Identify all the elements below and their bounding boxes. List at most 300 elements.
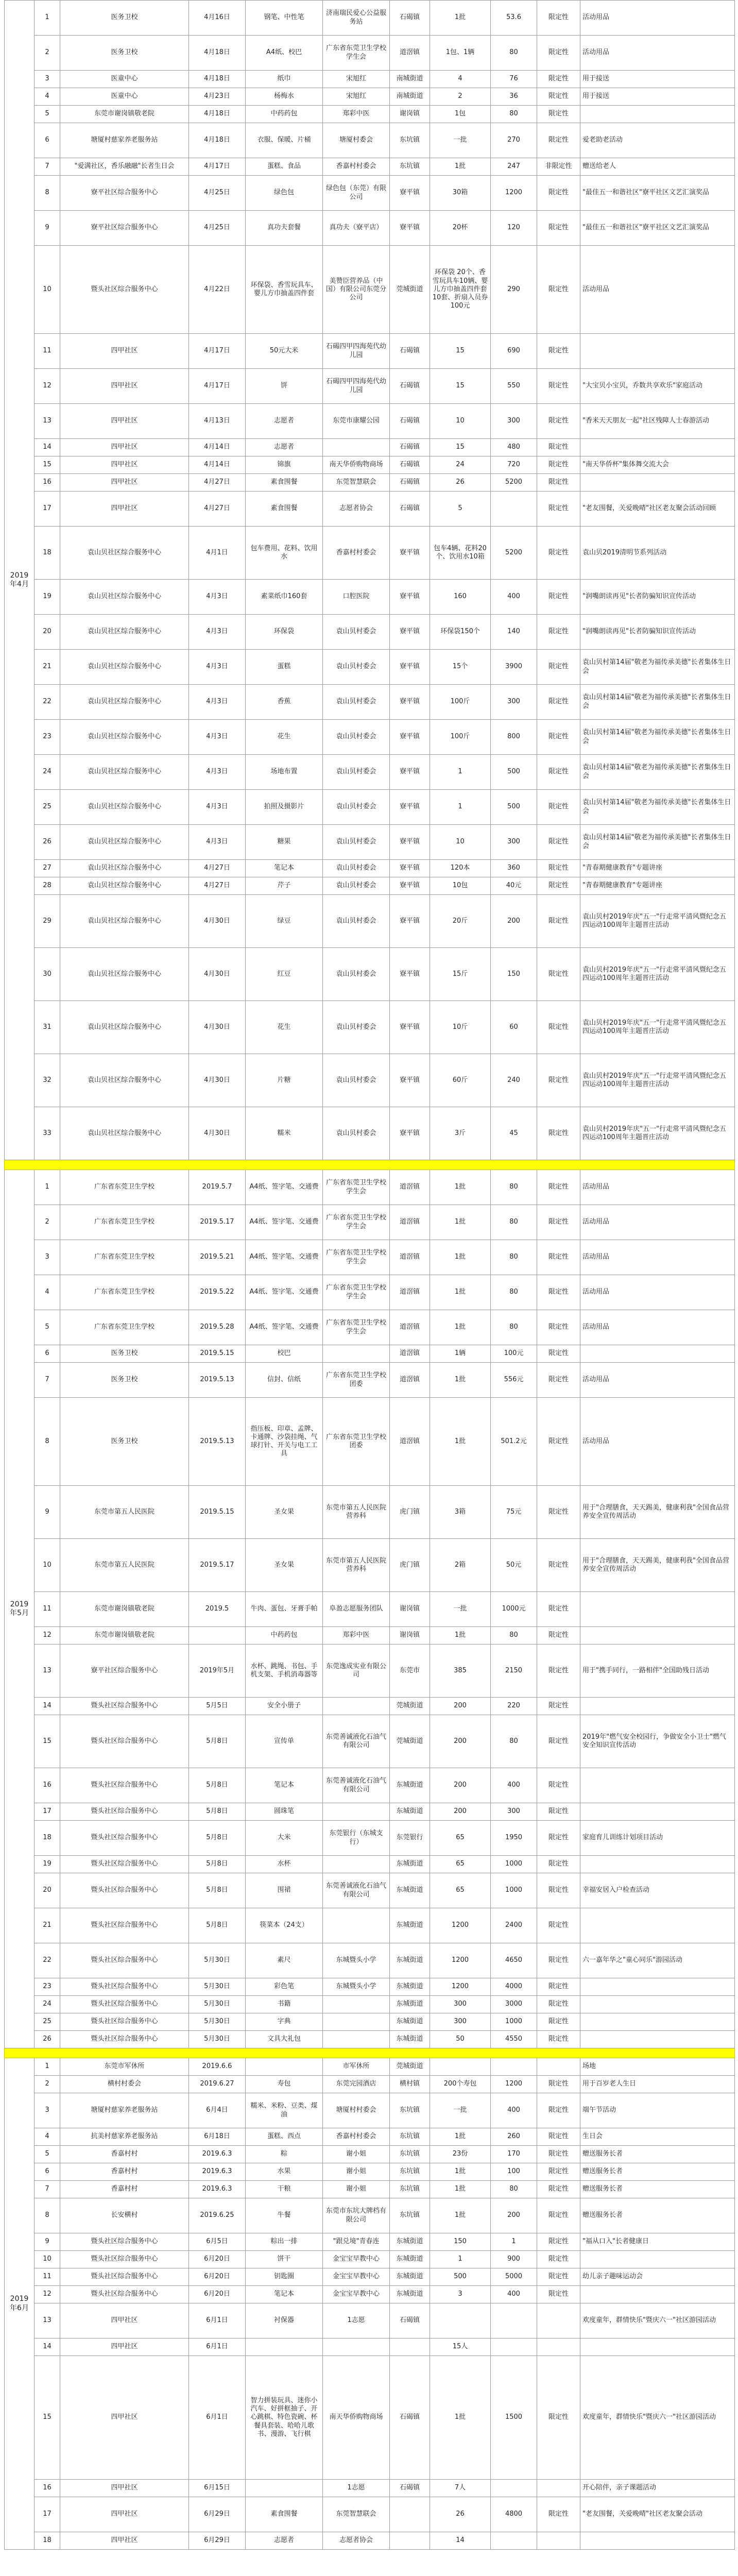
row-number-cell: 24	[35, 755, 60, 790]
town-cell: 莞城街道	[390, 1698, 430, 1715]
recipient-unit-cell: 广东省东莞卫生学校	[60, 1205, 189, 1240]
row-number-cell: 9	[35, 1486, 60, 1539]
restriction-type-cell: 限定性	[537, 1486, 580, 1539]
recipient-unit-cell: 香嘉村村	[60, 2146, 189, 2163]
donor-cell: 袁山贝村委会	[323, 790, 390, 825]
town-cell: 东城街道	[390, 2251, 430, 2268]
town-cell	[390, 2497, 430, 2532]
restriction-type-cell: 限定性	[537, 1803, 580, 1821]
quantity-cell: 1辆	[430, 1345, 491, 1363]
quantity-cell: 1批	[430, 1310, 491, 1345]
table-row	[5, 877, 735, 895]
row-number-cell: 10	[35, 1539, 60, 1592]
amount-cell: 150	[491, 948, 537, 1001]
donated-items-cell: 圣女果	[246, 1486, 323, 1539]
recipient-unit-cell: 袁山贝社区综合服务中心	[60, 825, 189, 860]
quantity-cell: 1	[430, 790, 491, 825]
donation-rows	[5, 1, 735, 2550]
donation-date-cell: 6月29日	[189, 2532, 246, 2550]
amount-cell: 300	[491, 685, 537, 720]
row-number-cell: 17	[35, 2497, 60, 2532]
recipient-unit-cell: 东莞市第五人民医院	[60, 1539, 189, 1592]
amount-cell: 1000	[491, 1873, 537, 1908]
donated-items-cell: 素食围餐	[246, 492, 323, 527]
quantity-cell: 10包	[430, 877, 491, 895]
town-cell: 石碣镇	[390, 2303, 430, 2338]
donation-date-cell: 4月16日	[189, 1, 246, 36]
donor-cell	[323, 1698, 390, 1715]
amount-cell: 36	[491, 88, 537, 106]
donor-cell: 石碣四甲四海苑代幼儿园	[323, 334, 390, 369]
donation-date-cell: 4月27日	[189, 492, 246, 527]
donation-date-cell: 4月1日	[189, 527, 246, 580]
table-row	[5, 71, 735, 88]
recipient-unit-cell: 袁山贝社区综合服务中心	[60, 650, 189, 685]
quantity-cell: 160	[430, 580, 491, 615]
donated-items-cell	[246, 2480, 323, 2497]
town-cell: 寮平镇	[390, 895, 430, 948]
recipient-unit-cell: "爱满社区，香乐融融"长者生日会	[60, 158, 189, 176]
donated-items-cell: 中药药包	[246, 1627, 323, 1645]
amount-cell: 50元	[491, 1539, 537, 1592]
quantity-cell: 15人	[430, 2338, 491, 2356]
quantity-cell: 23份	[430, 2146, 491, 2163]
town-cell	[390, 2532, 430, 2550]
quantity-cell: 1包	[430, 106, 491, 123]
row-number-cell: 12	[35, 369, 60, 404]
donor-cell: "跟兑境"青春连	[323, 2233, 390, 2251]
recipient-unit-cell: 四甲社区	[60, 2480, 189, 2497]
restriction-type-cell: 限定性	[537, 1345, 580, 1363]
quantity-cell: 500	[430, 2268, 491, 2286]
amount-cell: 100	[491, 2163, 537, 2181]
amount-cell: 120	[491, 211, 537, 246]
row-number-cell: 13	[35, 404, 60, 439]
table-row	[5, 158, 735, 176]
table-row	[5, 720, 735, 755]
table-row	[5, 404, 735, 439]
restriction-type-cell: 限定性	[537, 1592, 580, 1627]
quantity-cell: 7人	[430, 2480, 491, 2497]
quantity-cell: 1批	[430, 1398, 491, 1486]
quantity-cell: 一批	[430, 123, 491, 158]
row-number-cell: 28	[35, 877, 60, 895]
table-row	[5, 2251, 735, 2268]
amount-cell	[491, 492, 537, 527]
quantity-cell: 100斤	[430, 720, 491, 755]
recipient-unit-cell: 暨头社区综合服务中心	[60, 1803, 189, 1821]
purpose-cell	[580, 1345, 735, 1363]
purpose-cell	[580, 334, 735, 369]
table-row	[5, 123, 735, 158]
row-number-cell: 11	[35, 2268, 60, 2286]
table-row	[5, 369, 735, 404]
purpose-cell: 袁山贝2019清明节系列活动	[580, 527, 735, 580]
row-number-cell: 22	[35, 685, 60, 720]
row-number-cell: 21	[35, 1908, 60, 1943]
purpose-cell: 幼儿亲子趣味运动会	[580, 2268, 735, 2286]
town-cell: 寮平镇	[390, 720, 430, 755]
town-cell: 道滘镇	[390, 1310, 430, 1345]
amount-cell: 4550	[491, 2031, 537, 2048]
recipient-unit-cell: 抗美村慈家养老服务站	[60, 2128, 189, 2146]
restriction-type-cell: 限定性	[537, 404, 580, 439]
donation-date-cell: 5月8日	[189, 1873, 246, 1908]
table-row	[5, 2076, 735, 2093]
donor-cell: 谢小姐	[323, 2146, 390, 2163]
restriction-type-cell: 限定性	[537, 1768, 580, 1803]
donation-date-cell: 5月8日	[189, 1856, 246, 1873]
donated-items-cell: 杨梅水	[246, 88, 323, 106]
donor-cell	[323, 439, 390, 456]
donor-cell	[323, 2031, 390, 2048]
donated-items-cell: 衣服、保暖、片桶	[246, 123, 323, 158]
purpose-cell	[580, 2013, 735, 2031]
table-row	[5, 2058, 735, 2076]
donor-cell: 东莞市第五人民医院营养科	[323, 1539, 390, 1592]
row-number-cell: 27	[35, 860, 60, 877]
donated-items-cell: 安全小册子	[246, 1698, 323, 1715]
donated-items-cell: 糯米	[246, 1107, 323, 1160]
row-number-cell: 8	[35, 1398, 60, 1486]
town-cell: 南城街道	[390, 88, 430, 106]
recipient-unit-cell: 广东省东莞卫生学校	[60, 1170, 189, 1205]
donor-cell: 谢小姐	[323, 2163, 390, 2181]
amount-cell: 80	[491, 2181, 537, 2198]
donated-items-cell: A4纸、签字笔、交通费	[246, 1240, 323, 1275]
restriction-type-cell: 限定性	[537, 650, 580, 685]
donation-date-cell: 2019.6.3	[189, 2181, 246, 2198]
table-row	[5, 1539, 735, 1592]
donor-cell: 袁山贝村委会	[323, 685, 390, 720]
table-row	[5, 1768, 735, 1803]
donated-items-cell: 圣女果	[246, 1539, 323, 1592]
recipient-unit-cell: 暨头社区综合服务中心	[60, 1996, 189, 2013]
town-cell: 东城街道	[390, 2286, 430, 2303]
recipient-unit-cell: 袁山贝社区综合服务中心	[60, 860, 189, 877]
table-row	[5, 2198, 735, 2233]
restriction-type-cell	[537, 2058, 580, 2076]
quantity-cell: 60斤	[430, 1054, 491, 1107]
amount-cell: 200	[491, 895, 537, 948]
quantity-cell: 300	[430, 2013, 491, 2031]
donor-cell: 志愿者协会	[323, 492, 390, 527]
table-row	[5, 1398, 735, 1486]
row-number-cell: 20	[35, 1873, 60, 1908]
restriction-type-cell	[537, 2480, 580, 2497]
recipient-unit-cell: 袁山贝社区综合服务中心	[60, 895, 189, 948]
donated-items-cell: 片糖	[246, 1054, 323, 1107]
town-cell: 横村镇	[390, 2076, 430, 2093]
donated-items-cell: A4纸、签字笔、交通费	[246, 1275, 323, 1310]
purpose-cell: "老友围餐，关爱晚晴"社区老友聚会活动回顾	[580, 492, 735, 527]
table-row	[5, 1592, 735, 1627]
recipient-unit-cell: 东莞市谢岗镇敬老院	[60, 1592, 189, 1627]
town-cell: 莞城街道	[390, 246, 430, 334]
town-cell: 石碣镇	[390, 474, 430, 492]
quantity-cell: 150	[430, 2233, 491, 2251]
donor-cell: 济南瑞民爱心公益服务站	[323, 1, 390, 36]
amount-cell: 80	[491, 1240, 537, 1275]
quantity-cell: 1批	[430, 1240, 491, 1275]
amount-cell: 260	[491, 2128, 537, 2146]
purpose-cell	[580, 1592, 735, 1627]
quantity-cell: 200	[430, 1715, 491, 1768]
donated-items-cell: 饼干	[246, 2251, 323, 2268]
recipient-unit-cell: 暨头社区综合服务中心	[60, 2268, 189, 2286]
town-cell: 东城街道	[390, 2268, 430, 2286]
purpose-cell: 用于百岁老人生日	[580, 2076, 735, 2093]
donated-items-cell: 志愿者	[246, 404, 323, 439]
row-number-cell: 24	[35, 1996, 60, 2013]
restriction-type-cell: 限定性	[537, 211, 580, 246]
table-row	[5, 1275, 735, 1310]
purpose-cell: 赠送服务长者	[580, 2146, 735, 2163]
recipient-unit-cell: 袁山贝社区综合服务中心	[60, 790, 189, 825]
donation-table	[4, 0, 735, 2550]
town-cell: 石碣镇	[390, 2356, 430, 2480]
town-cell: 道滘镇	[390, 1170, 430, 1205]
donor-cell	[323, 1996, 390, 2013]
purpose-cell: 袁山贝村2019年庆"五一"行走常平清风暨纪念五四运动100周年主题晋庄活动	[580, 948, 735, 1001]
town-cell: 石碣镇	[390, 334, 430, 369]
donation-date-cell: 2019.5.17	[189, 1539, 246, 1592]
donation-date-cell: 4月14日	[189, 439, 246, 456]
purpose-cell: "青春期健康教育"专题讲座	[580, 877, 735, 895]
donor-cell: 1志愿	[323, 2303, 390, 2338]
donation-date-cell: 5月30日	[189, 2013, 246, 2031]
amount-cell: 1950	[491, 1821, 537, 1856]
restriction-type-cell: 限定性	[537, 755, 580, 790]
donor-cell: 广东省东莞卫生学校学生会	[323, 1240, 390, 1275]
purpose-cell: 欢度童年，群情快乐"暨庆六一"社区游园活动	[580, 2356, 735, 2480]
amount-cell: 300	[491, 404, 537, 439]
table-row	[5, 106, 735, 123]
quantity-cell: 200	[430, 1803, 491, 1821]
donation-date-cell: 4月30日	[189, 1107, 246, 1160]
recipient-unit-cell: 袁山贝社区综合服务中心	[60, 720, 189, 755]
purpose-cell: 用于"合理膳食，天天踢美，健康利我"全国食品营养安全宣传周活动	[580, 1486, 735, 1539]
table-row	[5, 334, 735, 369]
town-cell: 道滘镇	[390, 1275, 430, 1310]
donor-cell: 阜盈志愿服务团队	[323, 1592, 390, 1627]
donated-items-cell: 干粮	[246, 2181, 323, 2198]
recipient-unit-cell: 四甲社区	[60, 334, 189, 369]
town-cell: 寮平镇	[390, 755, 430, 790]
restriction-type-cell: 限定性	[537, 246, 580, 334]
purpose-cell	[580, 2532, 735, 2550]
recipient-unit-cell: 香嘉村村	[60, 2163, 189, 2181]
quantity-cell: 100斤	[430, 685, 491, 720]
restriction-type-cell: 限定性	[537, 2031, 580, 2048]
donor-cell: 东莞善诚液化石油气有限公司	[323, 1715, 390, 1768]
donation-date-cell	[189, 1627, 246, 1645]
amount-cell: 720	[491, 456, 537, 474]
row-number-cell: 10	[35, 246, 60, 334]
recipient-unit-cell: 暨头社区综合服务中心	[60, 1873, 189, 1908]
amount-cell: 500	[491, 790, 537, 825]
quantity-cell: 20斤	[430, 895, 491, 948]
restriction-type-cell	[537, 2338, 580, 2356]
purpose-cell: 袁山贝村第14届"敬老为福传承美德"长者集体生日会	[580, 650, 735, 685]
row-number-cell: 5	[35, 106, 60, 123]
donation-date-cell: 2019.5	[189, 1592, 246, 1627]
town-cell: 道滘镇	[390, 1205, 430, 1240]
donated-items-cell: 筷菜本（24支）	[246, 1908, 323, 1943]
restriction-type-cell: 限定性	[537, 1539, 580, 1592]
table-row	[5, 1240, 735, 1275]
row-number-cell: 7	[35, 158, 60, 176]
amount-cell: 1000元	[491, 1592, 537, 1627]
donated-items-cell: 水杯、跳绳、书包、手机支架、手机消毒器等	[246, 1645, 323, 1698]
quantity-cell	[430, 2058, 491, 2076]
quantity-cell: 1批	[430, 1363, 491, 1398]
recipient-unit-cell: 广东省东莞卫生学校	[60, 1275, 189, 1310]
quantity-cell: 200	[430, 1768, 491, 1803]
donor-cell: 美赞臣营养品（中国）有限公司东莞分公司	[323, 246, 390, 334]
row-number-cell: 19	[35, 580, 60, 615]
purpose-cell: 活动用品	[580, 1363, 735, 1398]
restriction-type-cell: 限定性	[537, 123, 580, 158]
amount-cell	[491, 2058, 537, 2076]
donation-date-cell: 4月18日	[189, 123, 246, 158]
town-cell: 寮平镇	[390, 1107, 430, 1160]
donor-cell: 金宝宝早教中心	[323, 2251, 390, 2268]
table-row	[5, 1345, 735, 1363]
row-number-cell: 15	[35, 2356, 60, 2480]
donation-date-cell: 2019.5.22	[189, 1275, 246, 1310]
amount-cell: 1200	[491, 176, 537, 211]
purpose-cell: 活动用品	[580, 246, 735, 334]
donor-cell	[323, 1803, 390, 1821]
table-row	[5, 1054, 735, 1107]
recipient-unit-cell: 塘厦村慈家养老服务站	[60, 2093, 189, 2128]
donated-items-cell: 志愿者	[246, 2532, 323, 2550]
recipient-unit-cell: 广东省东莞卫生学校	[60, 1310, 189, 1345]
recipient-unit-cell: 袁山贝社区综合服务中心	[60, 1001, 189, 1054]
donor-cell: 石碣四甲四海苑代幼儿园	[323, 369, 390, 404]
town-cell: 东城街道	[390, 1768, 430, 1803]
amount-cell	[491, 2480, 537, 2497]
town-cell: 寮平镇	[390, 650, 430, 685]
restriction-type-cell: 限定性	[537, 2268, 580, 2286]
donor-cell: 袁山贝村委会	[323, 895, 390, 948]
donation-date-cell: 2019.6.3	[189, 2163, 246, 2181]
town-cell: 东城街道	[390, 1978, 430, 1996]
amount-cell: 140	[491, 615, 537, 650]
donor-cell: 南天华侨购物商场	[323, 456, 390, 474]
donated-items-cell: 场地布置	[246, 755, 323, 790]
donor-cell: 袁山贝村委会	[323, 825, 390, 860]
town-cell: 寮平镇	[390, 1054, 430, 1107]
donated-items-cell: 素食围餐	[246, 474, 323, 492]
purpose-cell: 活动用品	[580, 1275, 735, 1310]
quantity-cell: 3斤	[430, 1107, 491, 1160]
donated-items-cell: 纸巾	[246, 71, 323, 88]
donor-cell: 金宝宝早教中心	[323, 2268, 390, 2286]
town-cell: 道滘镇	[390, 1398, 430, 1486]
table-row	[5, 790, 735, 825]
donated-items-cell: 笔记本	[246, 1768, 323, 1803]
donor-cell: 东莞银行（东城支行）	[323, 1821, 390, 1856]
table-row	[5, 36, 735, 71]
donated-items-cell: 花生	[246, 1001, 323, 1054]
month-label: 2019年4月	[5, 1, 35, 1160]
donation-date-cell: 6月20日	[189, 2268, 246, 2286]
donation-date-cell: 2019年5月	[189, 1645, 246, 1698]
donor-cell: 袁山贝村委会	[323, 948, 390, 1001]
amount-cell: 500	[491, 755, 537, 790]
donation-date-cell: 4月3日	[189, 825, 246, 860]
row-number-cell: 25	[35, 2013, 60, 2031]
purpose-cell: 六一嘉年华之"童心同乐"游园活动	[580, 1943, 735, 1978]
recipient-unit-cell: 医务卫校	[60, 1398, 189, 1486]
month-label: 2019年5月	[5, 1170, 35, 2048]
purpose-cell: 场地	[580, 2058, 735, 2076]
amount-cell: 5200	[491, 527, 537, 580]
donated-items-cell: 志愿者	[246, 439, 323, 456]
town-cell: 东城街道	[390, 2031, 430, 2048]
table-row	[5, 1698, 735, 1715]
quantity-cell: 4	[430, 71, 491, 88]
restriction-type-cell: 限定性	[537, 492, 580, 527]
donor-cell: 金宝宝早教中心	[323, 2286, 390, 2303]
amount-cell: 5000	[491, 2268, 537, 2286]
restriction-type-cell: 限定性	[537, 2076, 580, 2093]
row-number-cell: 9	[35, 211, 60, 246]
town-cell: 石碣镇	[390, 439, 430, 456]
recipient-unit-cell: 暨头社区综合服务中心	[60, 2233, 189, 2251]
donation-date-cell: 2019.5.7	[189, 1170, 246, 1205]
donated-items-cell: 笔记本	[246, 2286, 323, 2303]
purpose-cell: 活动用品	[580, 1, 735, 36]
donation-date-cell: 6月18日	[189, 2128, 246, 2146]
donated-items-cell: 蛋糕、西点	[246, 2128, 323, 2146]
restriction-type-cell: 限定性	[537, 615, 580, 650]
donated-items-cell: 校巴	[246, 1345, 323, 1363]
restriction-type-cell: 限定性	[537, 825, 580, 860]
donation-date-cell: 4月3日	[189, 720, 246, 755]
restriction-type-cell: 限定性	[537, 1, 580, 36]
table-row	[5, 860, 735, 877]
table-row	[5, 650, 735, 685]
town-cell: 东坑镇	[390, 2093, 430, 2128]
quantity-cell: 15斤	[430, 948, 491, 1001]
table-row	[5, 1627, 735, 1645]
donor-cell: 袁山贝村委会	[323, 1001, 390, 1054]
purpose-cell: 活动用品	[580, 36, 735, 71]
restriction-type-cell: 限定性	[537, 1821, 580, 1856]
donor-cell: 东莞完园酒店	[323, 2076, 390, 2093]
recipient-unit-cell: 寮平社区综合服务中心	[60, 211, 189, 246]
table-row	[5, 2303, 735, 2338]
quantity-cell: 30箱	[430, 176, 491, 211]
amount-cell: 300	[491, 825, 537, 860]
recipient-unit-cell: 广东省东莞卫生学校	[60, 1240, 189, 1275]
table-row	[5, 492, 735, 527]
table-row	[5, 88, 735, 106]
row-number-cell: 11	[35, 1592, 60, 1627]
town-cell: 寮平镇	[390, 860, 430, 877]
town-cell: 东城街道	[390, 1803, 430, 1821]
row-number-cell: 15	[35, 1715, 60, 1768]
row-number-cell: 19	[35, 1856, 60, 1873]
town-cell: 东坑镇	[390, 2198, 430, 2233]
restriction-type-cell: 限定性	[537, 720, 580, 755]
recipient-unit-cell: 四甲社区	[60, 2356, 189, 2480]
donor-cell: 东莞善诚液化石油气有限公司	[323, 1768, 390, 1803]
purpose-cell: "老友围餐，关爱晚晴"社区老友聚会活动	[580, 2497, 735, 2532]
